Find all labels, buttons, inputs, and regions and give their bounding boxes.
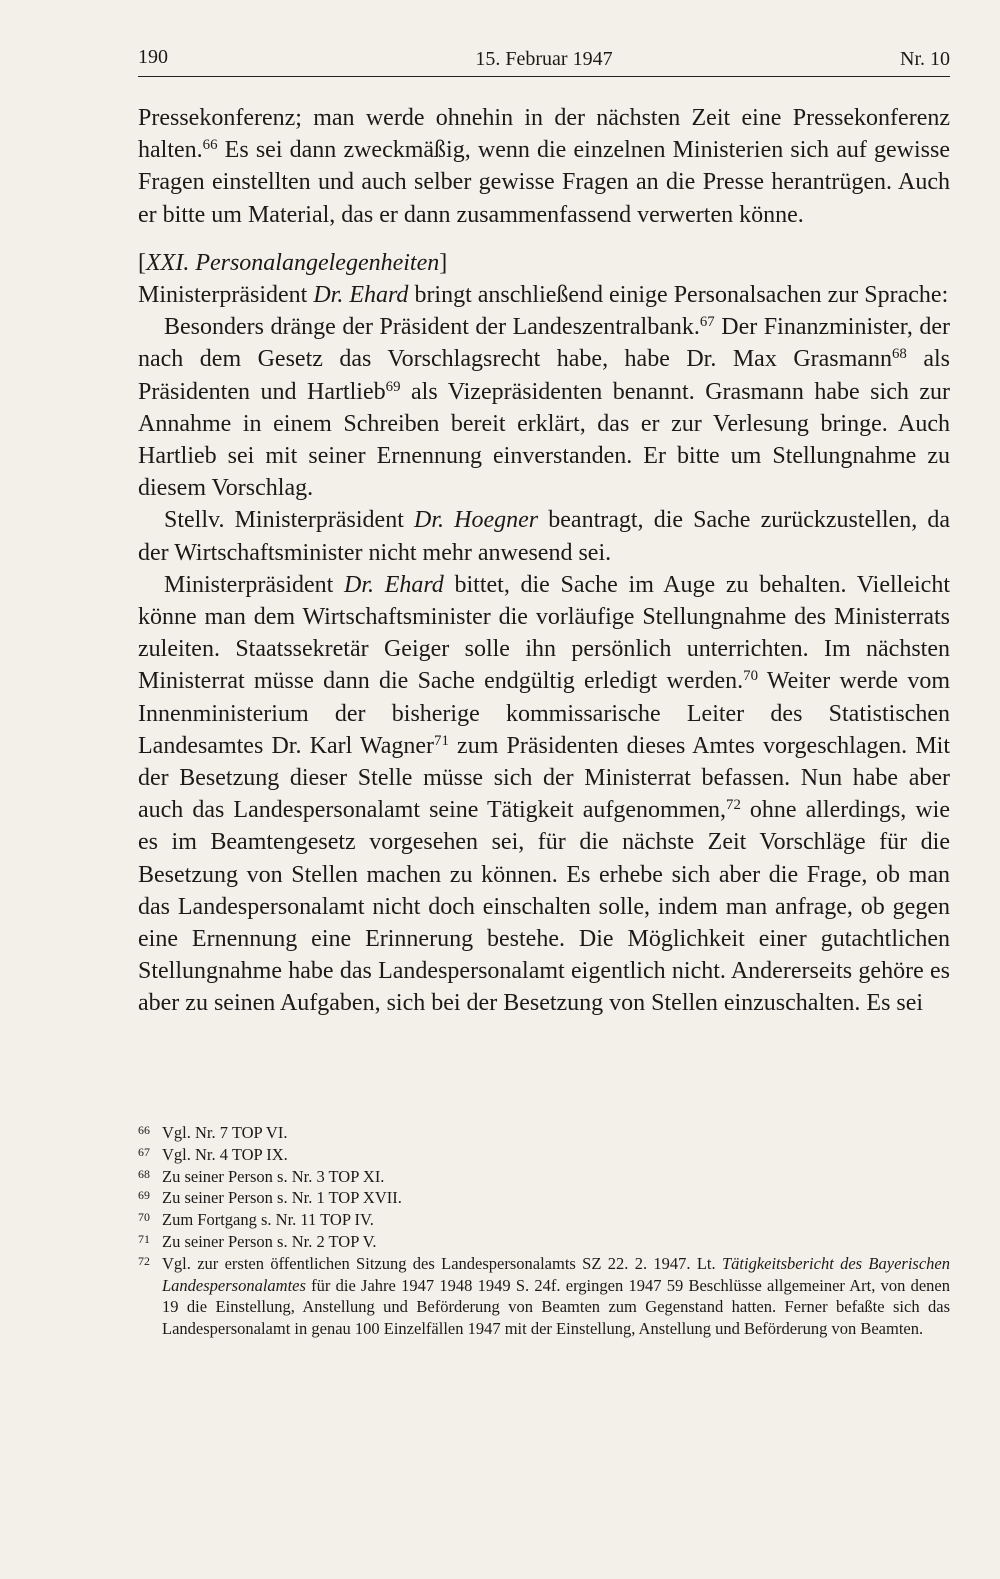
text-run: als Vizepräsidenten benannt. Grasmann habe sich zur Annahme in einem Schreiben bereit erklärt, das er zur Verlesung bringe. Auch Hartlieb sei mit seiner Ernennung einverstanden. Er bitte um Stellungnahme zu diesem Vorschlag. bbox=[138, 378, 950, 502]
text-run: zum Präsidenten dieses Amtes vorgeschlagen. Mit der Besetzung dieser Stelle müsse sich der Ministerrat befassen. Nun habe aber auch das Landespersonalamt seine Tätigkeit aufgenommen, bbox=[138, 732, 950, 824]
footnote-ref-68: 68 bbox=[891, 346, 907, 363]
bracket-close: ] bbox=[439, 249, 448, 276]
cited-title: Tätigkeitsbericht des Bayerischen Landespersonalamtes bbox=[162, 1253, 950, 1295]
footnote bbox=[138, 1187, 950, 1209]
footnote-mark: 66 bbox=[138, 1123, 150, 1137]
footnote-ref-69: 69 bbox=[385, 378, 401, 395]
section-title: XXI. Personalangelegenheiten bbox=[146, 249, 440, 276]
footnote-mark: 72 bbox=[138, 1253, 150, 1268]
text-run: Besonders dränge der Präsident der Landeszentralbank. bbox=[164, 314, 700, 341]
footnote-ref-71: 71 bbox=[434, 732, 449, 749]
footnote bbox=[138, 1122, 950, 1144]
footnote-text: Zu seiner Person s. Nr. 3 TOP XI. bbox=[162, 1166, 385, 1186]
footnote-ref-70: 70 bbox=[743, 668, 759, 685]
speaker-name: Dr. Ehard bbox=[344, 571, 444, 598]
paragraph-hoegner bbox=[138, 504, 950, 568]
text-run: bittet, die Sache im Auge zu behalten. Vielleicht könne man dem Wirtschaftsminister die vorläufige Stellungnahme des Ministerrats zuleiten. Staatssekretär Geiger solle ihn persönlich unterrichten. Im nächsten Ministerrat müsse dann die Sache endgültig erledigt werden. bbox=[138, 571, 950, 695]
text-run: Pressekonferenz; man werde ohnehin in der nächsten Zeit eine Pressekonferenz halten. bbox=[138, 105, 950, 164]
footnote-ref-66: 66 bbox=[202, 137, 218, 154]
paragraph-press-conference bbox=[138, 102, 950, 231]
footnote-mark: 70 bbox=[138, 1210, 150, 1225]
footnote-text: Vgl. Nr. 7 TOP VI. bbox=[162, 1123, 288, 1142]
text-run: Vgl. zur ersten öffentlichen Sitzung des Landespersonalamts SZ 22. 2. 1947. Lt. bbox=[162, 1253, 722, 1273]
footnote-mark: 69 bbox=[138, 1188, 150, 1203]
text-run: ohne allerdings, wie es im Beamtengesetz vorgesehen sei, für die nächste Zeit Vorschläge für die Besetzung von Stellen machen zu können. Es erhebe sich aber die Frage, ob man das Landespersonalamt nicht doch einschalten solle, indem man anfrage, ob gegen eine Ernennung eine Erinnerung bestehe. Die Möglichkeit einer gutachtlichen Stellungnahme habe das Landespersonalamt eigentlich nicht. Andererseits gehöre es aber zu seinen Aufgaben, sich bei der Besetzung von Stellen einzuschalten. Es sei bbox=[138, 797, 950, 1017]
speaker-name: Dr. Hoegner bbox=[414, 507, 539, 534]
footnote-mark: 67 bbox=[138, 1144, 150, 1159]
footnote-text bbox=[162, 1253, 950, 1340]
text-run: bringt anschließend einige Personalsachen zur Sprache: bbox=[408, 282, 949, 309]
footnotes bbox=[138, 1122, 950, 1340]
footnote-text: Zu seiner Person s. Nr. 1 TOP XVII. bbox=[162, 1188, 402, 1208]
header-date: 15. Februar 1947 bbox=[475, 48, 613, 70]
text-run: Stellv. Ministerpräsident bbox=[164, 507, 415, 534]
footnote-text: Zu seiner Person s. Nr. 2 TOP V. bbox=[162, 1231, 377, 1251]
speaker-name: Dr. Ehard bbox=[313, 282, 409, 309]
paragraph-ehard-reply bbox=[138, 569, 950, 1020]
text-run: Ministerpräsident bbox=[164, 571, 344, 598]
bracket-open: [ bbox=[138, 249, 146, 276]
footnote bbox=[138, 1209, 950, 1231]
footnote bbox=[138, 1231, 950, 1253]
footnote-text: Vgl. Nr. 4 TOP IX. bbox=[162, 1144, 288, 1164]
text-run: Es sei dann zweckmäßig, wenn die einzelnen Ministerien sich auf gewisse Fragen einstellten und auch selber gewisse Fragen an die Presse herantrügen. Auch er bitte um Material, das er dann zusammenfassend verwerten könne. bbox=[138, 137, 950, 228]
text-run: Ministerpräsident bbox=[138, 282, 314, 309]
footnote-ref-72: 72 bbox=[726, 797, 741, 814]
footnote bbox=[138, 1166, 950, 1188]
footnote-mark: 71 bbox=[138, 1231, 150, 1246]
text-run: als Präsidenten und Hartlieb bbox=[138, 346, 950, 405]
paragraph-landeszentralbank bbox=[138, 311, 950, 504]
text-run: beantragt, die Sache zurückzustellen, da der Wirtschaftsminister nicht mehr anwesend sei. bbox=[138, 507, 950, 566]
footnote-mark: 68 bbox=[138, 1166, 150, 1181]
footnote-text: Zum Fortgang s. Nr. 11 TOP IV. bbox=[162, 1210, 374, 1230]
footnote bbox=[138, 1144, 950, 1166]
text-run: Der Finanzminister, der nach dem Gesetz das Vorschlagsrecht habe, habe Dr. Max Grasmann bbox=[138, 314, 950, 373]
footnote-ref-67: 67 bbox=[699, 314, 715, 331]
section-heading bbox=[138, 247, 950, 279]
text-run: Weiter werde vom Innenministerium der bisherige kommissarische Leiter des Statistischen Landesamtes Dr. Karl Wagner bbox=[138, 668, 950, 759]
footnote-72 bbox=[138, 1253, 950, 1340]
text-run: für die Jahre 1947 1948 1949 S. 24f. ergingen 1947 59 Beschlüsse allgemeiner Art, von denen 19 die Einstellung, Anstellung und Beförderung von Beamten zum Gegenstand hatten. Ferner befaßte sich das Landespersonalamt in genau 100 Einzelfällen 1947 mit der Einstellung, Anstellung und Beförderung von Beamten. bbox=[162, 1275, 950, 1339]
main-text bbox=[138, 102, 950, 1020]
document-number: Nr. 10 bbox=[900, 48, 950, 70]
page-number: 190 bbox=[138, 46, 168, 68]
paragraph-ehard-intro bbox=[138, 279, 950, 311]
running-header bbox=[138, 44, 950, 77]
